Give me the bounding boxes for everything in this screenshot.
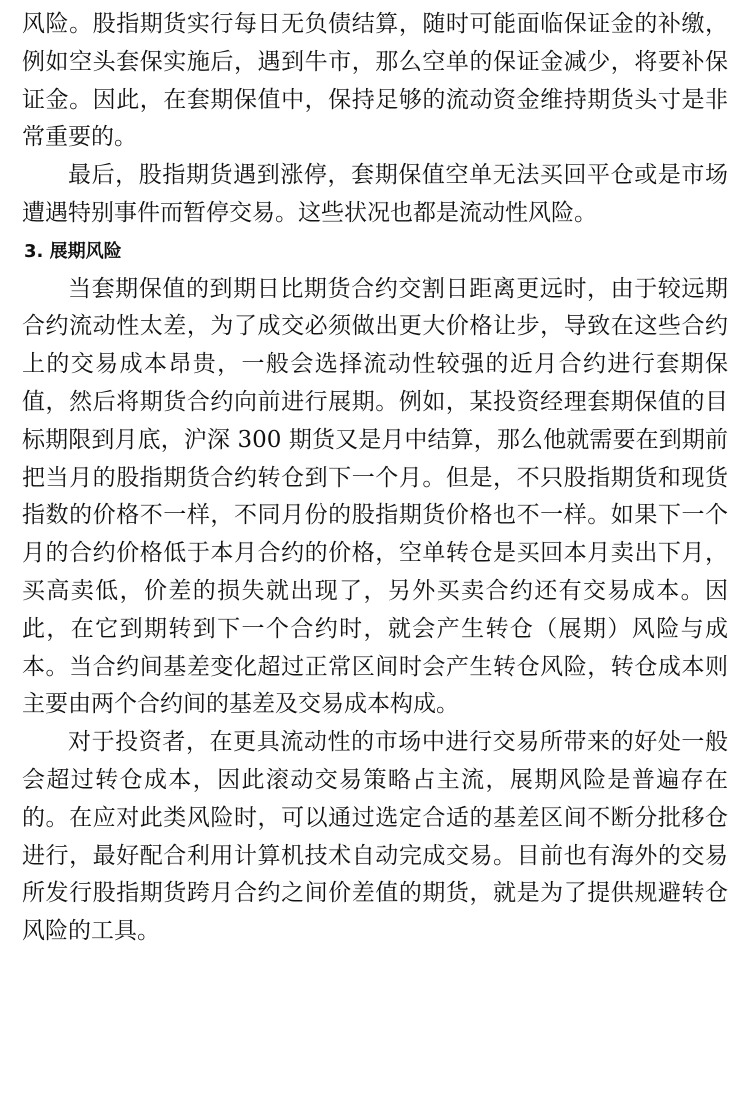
section-heading-rollover-risk: 3. 展期风险 — [24, 240, 122, 262]
paragraph-limit-up-risk: 最后，股指期货遇到涨停，套期保值空单无法买回平仓或是市场遭遇特别事件而暂停交易。这些状况也都是流动性风险。 — [22, 162, 728, 226]
paragraph-rollover-explanation: 当套期保值的到期日比期货合约交割日距离更远时，由于较远期合约流动性太差，为了成交必须做出更大价格让步，导致在这些合约上的交易成本昂贵，一般会选择流动性较强的近月合约进行套期保值，然后将期货合约向前进行展期。例如，某投资经理套期保值的目标期限到月底，沪深 300 期货又是月中结算，那么他就需要在到期前把当月的股指期货合约转仓到下一个月。但是，不只股指期货和现货指数的价格不一样，不同月份的股指期货价格也不一样。如果下一个月的合约价格低于本月合约的价格，空单转仓是买回本月卖出下月，买高卖低，价差的损失就出现了，另外买卖合约还有交易成本。因此，在它到期转到下一个合约时，就会产生转仓（展期）风险与成本。当合约间基差变化超过正常区间时会产生转仓风险，转仓成本则主要由两个合约间的基差及交易成本构成。 — [22, 275, 728, 718]
paragraph-rollover-strategy: 对于投资者，在更具流动性的市场中进行交易所带来的好处一般会超过转仓成本，因此滚动交易策略占主流，展期风险是普遍存在的。在应对此类风险时，可以通过选定合适的基差区间不断分批移仓进行，最好配合利用计算机技术自动完成交易。目前也有海外的交易所发行股指期货跨月合约之间价差值的期货，就是为了提供规避转仓风险的工具。 — [22, 729, 728, 945]
paragraph-margin-call-risk: 风险。股指期货实行每日无负债结算，随时可能面临保证金的补缴，例如空头套保实施后，遇到牛市，那么空单的保证金减少，将要补保证金。因此，在套期保值中，保持足够的流动资金维持期货头寸是非常重要的。 — [22, 11, 728, 151]
